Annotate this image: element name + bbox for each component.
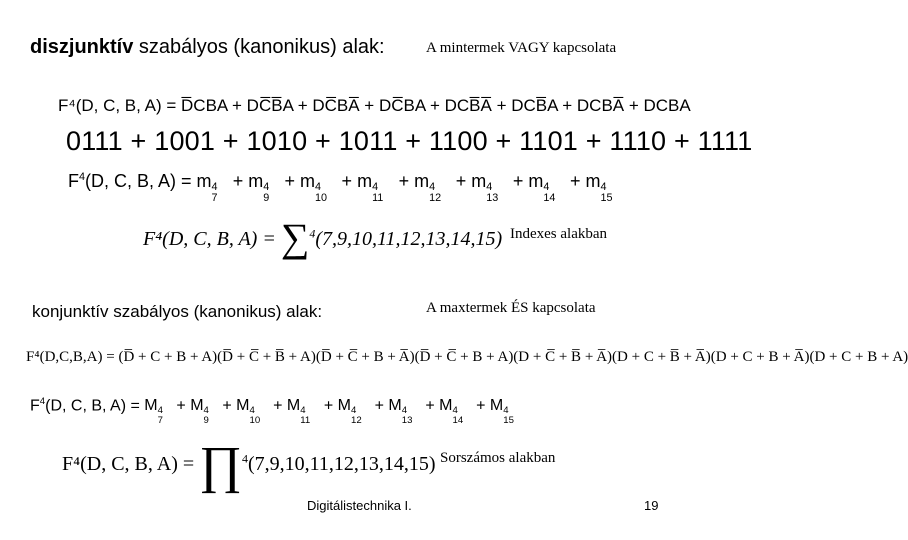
- maxterm-term: M 4 12: [337, 397, 362, 426]
- minterm-term: m 4 13: [471, 171, 499, 204]
- minterm-operator: +: [564, 171, 586, 191]
- maxterm-M-formula: [30, 396, 522, 426]
- minterm-term-sup: 4: [372, 181, 379, 194]
- minterm-index-list: (7,9,10,11,12,13,14,15): [315, 228, 503, 250]
- maxterm-term-sup: 4: [203, 405, 209, 417]
- maxterm-term-sup: 4: [401, 405, 408, 417]
- minterm-index-formula: [143, 214, 502, 261]
- maxterm-term: M 4 9: [190, 397, 209, 426]
- maxterm-and-note: A maxtermek ÉS kapcsolata: [426, 300, 596, 316]
- minterm-operator: +: [450, 171, 472, 191]
- maxterm-operator: +: [420, 397, 440, 415]
- maxterm-term-sup: 4: [300, 405, 306, 417]
- minterm-expansion-formula: F⁴(D, C, B, A) = D̅CBA + DC̅B̅A + DC̅BA̅ + DC̅BA + DCB̅A̅ + DCB̅A + DCBA̅ + DCBA: [58, 96, 691, 115]
- minterm-term-sup: 4: [429, 181, 436, 194]
- conjunctive-heading-rest: szabályos (kanonikus) alak:: [108, 302, 323, 321]
- minterm-index-lhs: F⁴(D, C, B, A) =: [143, 228, 281, 250]
- maxterm-term-sup: 4: [249, 405, 255, 417]
- maxterm-term-sub: 9: [203, 414, 209, 426]
- maxterm-term-sup: 4: [157, 405, 163, 417]
- maxterm-index-list: (7,9,10,11,12,13,14,15): [247, 453, 436, 475]
- minterm-operator: +: [227, 171, 249, 191]
- minterm-lhs: F: [68, 171, 79, 191]
- minterm-term-sup: 4: [486, 181, 493, 194]
- maxterm-term-sub: 15: [503, 414, 514, 426]
- minterm-term: m 4 10: [299, 171, 327, 204]
- minterm-term: m 4 12: [414, 171, 442, 204]
- minterm-term: m 4 9: [248, 171, 270, 204]
- maxterm-term: M 4 11: [286, 397, 311, 426]
- maxterm-term-sup: 4: [351, 405, 357, 417]
- minterm-term-sub: 9: [263, 191, 270, 204]
- minterm-term-sub: 7: [211, 191, 218, 204]
- minterm-lhs-sup: 4: [79, 171, 86, 183]
- conjunctive-heading-prefix: konjunktív: [32, 302, 109, 321]
- minterm-operator: +: [279, 171, 300, 191]
- maxterm-term: M 4 7: [144, 397, 163, 426]
- maxterm-term-sub: 13: [401, 414, 413, 426]
- maxterm-operator: +: [171, 397, 191, 415]
- minterm-term-sub: 13: [486, 191, 499, 204]
- minterm-or-note: A mintermek VAGY kapcsolata: [426, 40, 617, 56]
- maxterm-term-sub: 7: [157, 414, 163, 426]
- pi-symbol: ∏: [199, 437, 242, 494]
- minterm-term: m 4 11: [357, 171, 384, 204]
- maxterm-operator: +: [268, 397, 287, 415]
- disjunctive-heading-rest: szabályos (kanonikus) alak:: [133, 36, 385, 58]
- disjunctive-heading-prefix: diszjunktív: [30, 36, 134, 58]
- minterm-operator: +: [393, 171, 415, 191]
- minterm-term-sub: 15: [600, 191, 613, 204]
- maxterm-operator: +: [471, 397, 490, 415]
- maxterm-expansion-formula: F⁴(D,C,B,A) = (D̅ + C + B + A)(D̅ + C̅ + B̅ + A)(D̅ + C̅ + B + A̅)(D̅ + C̅ + B + A)(D + C̅ + B̅ + A̅)(D + C + B̅ + A̅)(D + C + B + A̅)(D + C + B + A): [26, 349, 908, 365]
- minterm-term: m 4 14: [528, 171, 556, 204]
- minterm-term-sup: 4: [543, 181, 550, 194]
- maxterm-term-sub: 14: [452, 414, 464, 426]
- maxterm-term: M 4 14: [439, 397, 464, 426]
- minterm-term: m 4 15: [585, 171, 613, 204]
- maxterm-term: M 4 10: [236, 397, 261, 426]
- maxterm-term: M 4 13: [388, 397, 413, 426]
- maxterm-lhs-args: (D, C, B, A) =: [45, 397, 145, 415]
- ordinal-form-label: Sorszámos alakban: [440, 450, 556, 466]
- minterm-term: m 4 7: [196, 171, 218, 204]
- sigma-superscript: 4: [309, 226, 316, 241]
- course-footer: Digitálistechnika I.: [307, 498, 412, 513]
- minterm-operator: +: [507, 171, 529, 191]
- disjunctive-heading: [30, 36, 385, 59]
- maxterm-operator: +: [217, 397, 237, 415]
- index-form-label: Indexes alakban: [510, 226, 608, 242]
- minterm-term-sub: 11: [372, 191, 384, 204]
- maxterm-term-sub: 11: [300, 414, 311, 426]
- minterm-lhs-args: (D, C, B, A) =: [85, 171, 197, 191]
- maxterm-term-sub: 10: [249, 414, 261, 426]
- maxterm-term-sup: 4: [452, 405, 458, 417]
- maxterm-term: M 4 15: [489, 397, 514, 426]
- minterm-m-formula: [68, 171, 622, 204]
- maxterm-operator: +: [319, 397, 338, 415]
- maxterm-lhs-sup: 4: [39, 396, 46, 407]
- minterm-operator: +: [336, 171, 358, 191]
- maxterm-index-formula: [62, 436, 436, 495]
- minterm-term-sub: 12: [429, 191, 442, 204]
- page-number: 19: [644, 498, 659, 513]
- minterm-binary-formula: 0111 + 1001 + 1010 + 1011 + 1100 + 1101 + 1110 + 1111: [66, 126, 753, 156]
- minterm-term-sup: 4: [211, 181, 218, 194]
- maxterm-operator: +: [370, 397, 389, 415]
- sigma-symbol: ∑: [280, 215, 310, 260]
- maxterm-term-sub: 12: [351, 414, 362, 426]
- minterm-term-sub: 14: [543, 191, 556, 204]
- minterm-term-sup: 4: [314, 181, 321, 194]
- minterm-term-sup: 4: [600, 181, 607, 194]
- minterm-term-sub: 10: [314, 191, 327, 204]
- maxterm-index-lhs: F⁴(D, C, B, A) =: [62, 453, 200, 475]
- conjunctive-heading: [32, 302, 322, 322]
- maxterm-term-sup: 4: [503, 405, 509, 417]
- minterm-term-sup: 4: [263, 181, 270, 194]
- maxterm-lhs: F: [30, 397, 40, 415]
- pi-superscript: 4: [241, 451, 248, 466]
